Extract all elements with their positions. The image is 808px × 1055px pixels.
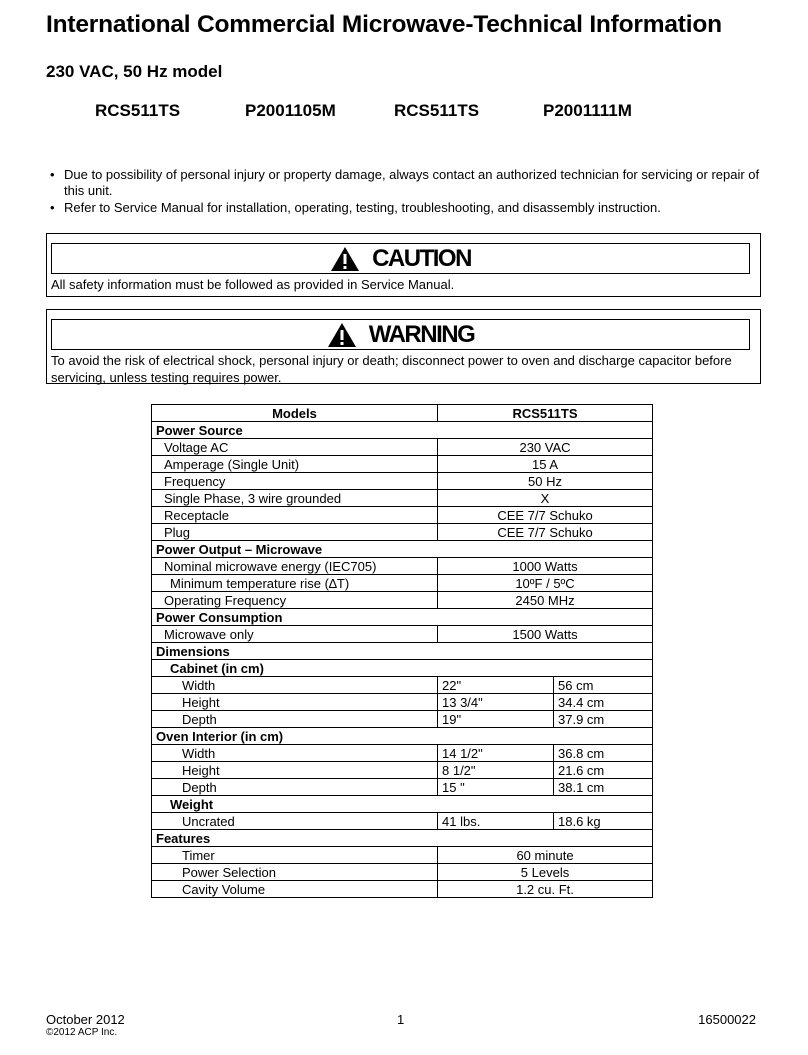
section-heading: Features	[152, 830, 653, 847]
section-row	[152, 609, 653, 626]
row-label: Minimum temperature rise (∆T)	[152, 575, 438, 592]
row-value-inches: 22"	[438, 677, 554, 694]
warning-triangle-icon	[327, 322, 357, 348]
table-row	[152, 847, 653, 864]
row-value-inches: 13 3/4"	[438, 694, 554, 711]
bullet-icon: •	[50, 167, 55, 182]
row-value: 1000 Watts	[438, 558, 653, 575]
table-row	[152, 813, 653, 830]
footer-copyright: ©2012 ACP Inc.	[46, 1027, 118, 1038]
caution-box	[46, 233, 761, 297]
warning-triangle-icon	[330, 246, 360, 272]
table-row	[152, 762, 653, 779]
table-row	[152, 745, 653, 762]
row-value-cm: 36.8 cm	[554, 745, 653, 762]
row-label: Single Phase, 3 wire grounded	[152, 490, 438, 507]
row-label: Receptacle	[152, 507, 438, 524]
row-label: Operating Frequency	[152, 592, 438, 609]
warning-text: To avoid the risk of electrical shock, personal injury or death; disconnect power to oven and discharge capacitor before servicing, unless testing requires power.	[51, 353, 732, 385]
row-value: CEE 7/7 Schuko	[438, 524, 653, 541]
bullet-icon: •	[50, 200, 55, 215]
row-value-cm: 37.9 cm	[554, 711, 653, 728]
row-label: Cavity Volume	[152, 881, 438, 898]
section-row	[152, 660, 653, 677]
section-row	[152, 796, 653, 813]
footer-doc-number: 16500022	[698, 1012, 756, 1027]
caution-text: All safety information must be followed as provided in Service Manual.	[51, 277, 455, 292]
row-label: Voltage AC	[152, 439, 438, 456]
table-row	[152, 507, 653, 524]
section-heading: Dimensions	[152, 643, 653, 660]
spec-table	[151, 404, 653, 898]
table-header: RCS511TS	[438, 405, 653, 422]
subsection-heading: Oven Interior (in cm)	[152, 728, 653, 745]
table-row	[152, 626, 653, 643]
table-row	[152, 711, 653, 728]
footer-page-number: 1	[397, 1012, 405, 1027]
warning-header	[51, 319, 750, 350]
row-value-cm: 34.4 cm	[554, 694, 653, 711]
table-header: Models	[152, 405, 438, 422]
row-value: 2450 MHz	[438, 592, 653, 609]
row-label: Height	[152, 694, 438, 711]
row-label: Uncrated	[152, 813, 438, 830]
section-heading: Power Source	[152, 422, 653, 439]
table-row	[152, 524, 653, 541]
row-label: Plug	[152, 524, 438, 541]
row-label: Frequency	[152, 473, 438, 490]
row-value-inches: 14 1/2"	[438, 745, 554, 762]
section-heading: Power Consumption	[152, 609, 653, 626]
table-row	[152, 490, 653, 507]
row-label: Power Selection	[152, 864, 438, 881]
section-row	[152, 728, 653, 745]
table-row	[152, 575, 653, 592]
section-row	[152, 830, 653, 847]
bullet-item: • Refer to Service Manual for installation, operating, testing, troubleshooting, and disassembly instruction.	[50, 200, 661, 215]
model-number: RCS511TS	[95, 101, 181, 120]
row-label: Width	[152, 677, 438, 694]
table-row	[152, 677, 653, 694]
row-value-cm: 21.6 cm	[554, 762, 653, 779]
row-value-inches: 19"	[438, 711, 554, 728]
row-value-cm: 18.6 kg	[554, 813, 653, 830]
row-label: Nominal microwave energy (IEC705)	[152, 558, 438, 575]
table-row	[152, 558, 653, 575]
model-number: RCS511TS	[394, 101, 480, 120]
section-row	[152, 541, 653, 558]
row-label: Height	[152, 762, 438, 779]
row-value: 230 VAC	[438, 439, 653, 456]
table-row	[152, 881, 653, 898]
row-value: 15 A	[438, 456, 653, 473]
subsection-heading: Cabinet (in cm)	[152, 660, 653, 677]
table-row	[152, 592, 653, 609]
row-value-inches: 15 "	[438, 779, 554, 796]
page-title: International Commercial Microwave-Technical Information	[46, 11, 722, 38]
caution-label: CAUTION	[372, 244, 471, 272]
row-label: Depth	[152, 779, 438, 796]
row-label: Depth	[152, 711, 438, 728]
model-number: P2001105M	[245, 101, 336, 120]
row-value-inches: 41 lbs.	[438, 813, 554, 830]
warning-label: WARNING	[368, 320, 475, 348]
model-number: P2001111M	[543, 101, 632, 120]
table-row	[152, 439, 653, 456]
row-label: Timer	[152, 847, 438, 864]
table-row	[152, 473, 653, 490]
row-value-cm: 56 cm	[554, 677, 653, 694]
warning-box	[46, 309, 761, 384]
row-value: 50 Hz	[438, 473, 653, 490]
row-value: 5 Levels	[438, 864, 653, 881]
section-row	[152, 422, 653, 439]
row-label: Microwave only	[152, 626, 438, 643]
section-row	[152, 643, 653, 660]
row-value: 10ºF / 5ºC	[438, 575, 653, 592]
footer-date: October 2012	[46, 1012, 125, 1027]
row-value: 1500 Watts	[438, 626, 653, 643]
row-value: 1.2 cu. Ft.	[438, 881, 653, 898]
row-value-inches: 8 1/2"	[438, 762, 554, 779]
bullet-item: • Due to possibility of personal injury or property damage, always contact an authorized technician for servicing or repair of this unit.	[50, 167, 760, 198]
row-value: 60 minute	[438, 847, 653, 864]
table-row	[152, 779, 653, 796]
row-value: X	[438, 490, 653, 507]
row-label: Amperage (Single Unit)	[152, 456, 438, 473]
section-heading: Power Output – Microwave	[152, 541, 653, 558]
row-value: CEE 7/7 Schuko	[438, 507, 653, 524]
table-header-row	[152, 405, 653, 422]
bullet-list	[50, 167, 760, 217]
subtitle: 230 VAC, 50 Hz model	[46, 62, 223, 81]
table-row	[152, 864, 653, 881]
table-row	[152, 456, 653, 473]
row-label: Width	[152, 745, 438, 762]
table-row	[152, 694, 653, 711]
subsection-heading: Weight	[152, 796, 653, 813]
row-value-cm: 38.1 cm	[554, 779, 653, 796]
caution-header	[51, 243, 750, 274]
